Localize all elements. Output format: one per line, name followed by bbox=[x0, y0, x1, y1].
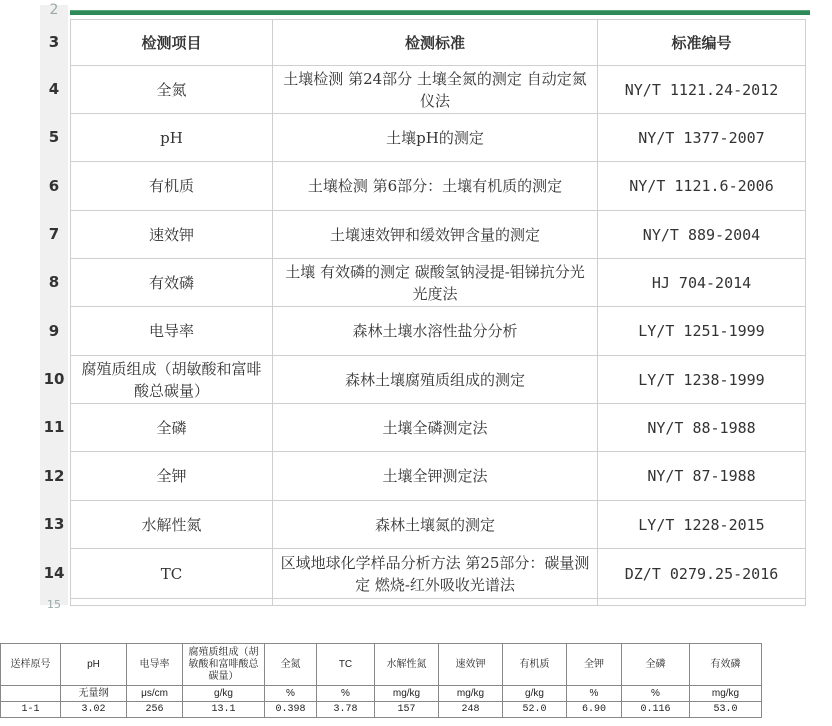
cell-standard[interactable]: 土壤检测 第24部分 土壤全氮的测定 自动定氮仪法 bbox=[273, 66, 598, 114]
results-data-row bbox=[1, 702, 762, 718]
selection-bar bbox=[70, 10, 810, 15]
data-cell: 1-1 bbox=[1, 702, 61, 718]
unit-cell: % bbox=[622, 686, 690, 702]
table-row bbox=[71, 404, 806, 452]
cell-standard[interactable]: 土壤全磷测定法 bbox=[273, 404, 598, 452]
cell-item[interactable]: 有机质 bbox=[71, 162, 273, 211]
row-number[interactable]: 10 bbox=[43, 370, 65, 388]
cell-code[interactable]: NY/T 88-1988 bbox=[598, 404, 806, 452]
table-row bbox=[71, 356, 806, 404]
header-row bbox=[71, 20, 806, 66]
cell-item[interactable]: 全氮 bbox=[71, 66, 273, 114]
cell-code[interactable]: NY/T 1121.24-2012 bbox=[598, 66, 806, 114]
header-cell: 腐殖质组成（胡敏酸和富啡酸总碳量） bbox=[183, 644, 265, 686]
cell-empty[interactable] bbox=[71, 599, 273, 606]
cell-code[interactable]: LY/T 1228-2015 bbox=[598, 501, 806, 549]
header-cell-code[interactable]: 标准编号 bbox=[598, 20, 806, 66]
unit-cell: g/kg bbox=[503, 686, 567, 702]
cell-item[interactable]: 速效钾 bbox=[71, 211, 273, 259]
header-cell: 速效钾 bbox=[439, 644, 503, 686]
table-row bbox=[71, 259, 806, 307]
cell-item[interactable]: 全钾 bbox=[71, 452, 273, 501]
cell-standard[interactable]: 区域地球化学样品分析方法 第25部分：碳量测定 燃烧-红外吸收光谱法 bbox=[273, 549, 598, 599]
data-cell: 256 bbox=[127, 702, 183, 718]
cell-standard[interactable]: 土壤检测 第6部分：土壤有机质的测定 bbox=[273, 162, 598, 211]
data-cell: 0.116 bbox=[622, 702, 690, 718]
cell-code[interactable]: LY/T 1251-1999 bbox=[598, 307, 806, 356]
cell-code[interactable]: LY/T 1238-1999 bbox=[598, 356, 806, 404]
table-row bbox=[71, 114, 806, 162]
row-number[interactable]: 3 bbox=[48, 33, 60, 51]
cell-standard[interactable]: 土壤 有效磷的测定 碳酸氢钠浸提-钼锑抗分光光度法 bbox=[273, 259, 598, 307]
header-cell-item[interactable]: 检测项目 bbox=[71, 20, 273, 66]
cell-item[interactable]: pH bbox=[71, 114, 273, 162]
cell-item[interactable]: 腐殖质组成（胡敏酸和富啡酸总碳量） bbox=[71, 356, 273, 404]
unit-cell: μs/cm bbox=[127, 686, 183, 702]
data-cell: 3.78 bbox=[317, 702, 375, 718]
cell-item[interactable]: 有效磷 bbox=[71, 259, 273, 307]
header-cell: 水解性氮 bbox=[375, 644, 439, 686]
results-table bbox=[0, 643, 762, 718]
data-cell: 0.398 bbox=[265, 702, 317, 718]
cell-code[interactable]: HJ 704-2014 bbox=[598, 259, 806, 307]
cell-empty[interactable] bbox=[273, 599, 598, 606]
data-cell: 157 bbox=[375, 702, 439, 718]
row-number[interactable]: 13 bbox=[43, 515, 65, 533]
header-cell: pH bbox=[61, 644, 127, 686]
header-cell: 全钾 bbox=[567, 644, 622, 686]
table-row bbox=[71, 501, 806, 549]
cell-standard[interactable]: 土壤pH的测定 bbox=[273, 114, 598, 162]
unit-cell bbox=[1, 686, 61, 702]
results-header-row bbox=[1, 644, 762, 686]
data-cell: 248 bbox=[439, 702, 503, 718]
data-cell: 13.1 bbox=[183, 702, 265, 718]
cell-standard[interactable]: 森林土壤水溶性盐分分析 bbox=[273, 307, 598, 356]
table-row bbox=[71, 452, 806, 501]
table-row bbox=[71, 549, 806, 599]
unit-cell: g/kg bbox=[183, 686, 265, 702]
header-cell: 有效磷 bbox=[690, 644, 762, 686]
cell-item[interactable]: 全磷 bbox=[71, 404, 273, 452]
unit-cell: % bbox=[567, 686, 622, 702]
header-cell: 全氮 bbox=[265, 644, 317, 686]
row-number[interactable]: 14 bbox=[43, 564, 65, 582]
header-cell: 全磷 bbox=[622, 644, 690, 686]
table-row bbox=[71, 66, 806, 114]
cell-item[interactable]: 水解性氮 bbox=[71, 501, 273, 549]
unit-cell: mg/kg bbox=[690, 686, 762, 702]
data-cell: 3.02 bbox=[61, 702, 127, 718]
cell-item[interactable]: 电导率 bbox=[71, 307, 273, 356]
row-number[interactable]: 15 bbox=[47, 598, 61, 608]
table-row bbox=[71, 162, 806, 211]
cell-empty[interactable] bbox=[598, 599, 806, 606]
header-cell-standard[interactable]: 检测标准 bbox=[273, 20, 598, 66]
row-number[interactable]: 2 bbox=[49, 2, 59, 18]
cell-code[interactable]: DZ/T 0279.25-2016 bbox=[598, 549, 806, 599]
cell-code[interactable]: NY/T 1377-2007 bbox=[598, 114, 806, 162]
cell-standard[interactable]: 土壤全钾测定法 bbox=[273, 452, 598, 501]
row-number[interactable]: 11 bbox=[43, 418, 65, 436]
cell-standard[interactable]: 森林土壤腐殖质组成的测定 bbox=[273, 356, 598, 404]
header-cell: 有机质 bbox=[503, 644, 567, 686]
row-number[interactable]: 12 bbox=[43, 466, 65, 485]
unit-cell: mg/kg bbox=[439, 686, 503, 702]
data-cell: 6.90 bbox=[567, 702, 622, 718]
row-number[interactable]: 6 bbox=[48, 176, 60, 195]
data-cell: 53.0 bbox=[690, 702, 762, 718]
header-cell: 电导率 bbox=[127, 644, 183, 686]
unit-cell: mg/kg bbox=[375, 686, 439, 702]
cell-code[interactable]: NY/T 1121.6-2006 bbox=[598, 162, 806, 211]
unit-cell: 无量纲 bbox=[61, 686, 127, 702]
standards-table bbox=[70, 19, 806, 606]
header-cell: 送样原号 bbox=[1, 644, 61, 686]
results-unit-row bbox=[1, 686, 762, 702]
cell-standard[interactable]: 土壤速效钾和缓效钾含量的测定 bbox=[273, 211, 598, 259]
partial-row bbox=[71, 599, 806, 606]
cell-code[interactable]: NY/T 87-1988 bbox=[598, 452, 806, 501]
unit-cell: % bbox=[317, 686, 375, 702]
cell-code[interactable]: NY/T 889-2004 bbox=[598, 211, 806, 259]
data-cell: 52.0 bbox=[503, 702, 567, 718]
table-row bbox=[71, 211, 806, 259]
row-number[interactable]: 8 bbox=[48, 273, 60, 291]
cell-item[interactable]: TC bbox=[71, 549, 273, 599]
cell-standard[interactable]: 森林土壤氮的测定 bbox=[273, 501, 598, 549]
row-number[interactable]: 9 bbox=[48, 321, 60, 340]
unit-cell: % bbox=[265, 686, 317, 702]
header-cell: TC bbox=[317, 644, 375, 686]
row-number[interactable]: 5 bbox=[48, 128, 60, 146]
table-row bbox=[71, 307, 806, 356]
row-number[interactable]: 7 bbox=[48, 225, 60, 243]
row-number[interactable]: 4 bbox=[48, 80, 60, 98]
